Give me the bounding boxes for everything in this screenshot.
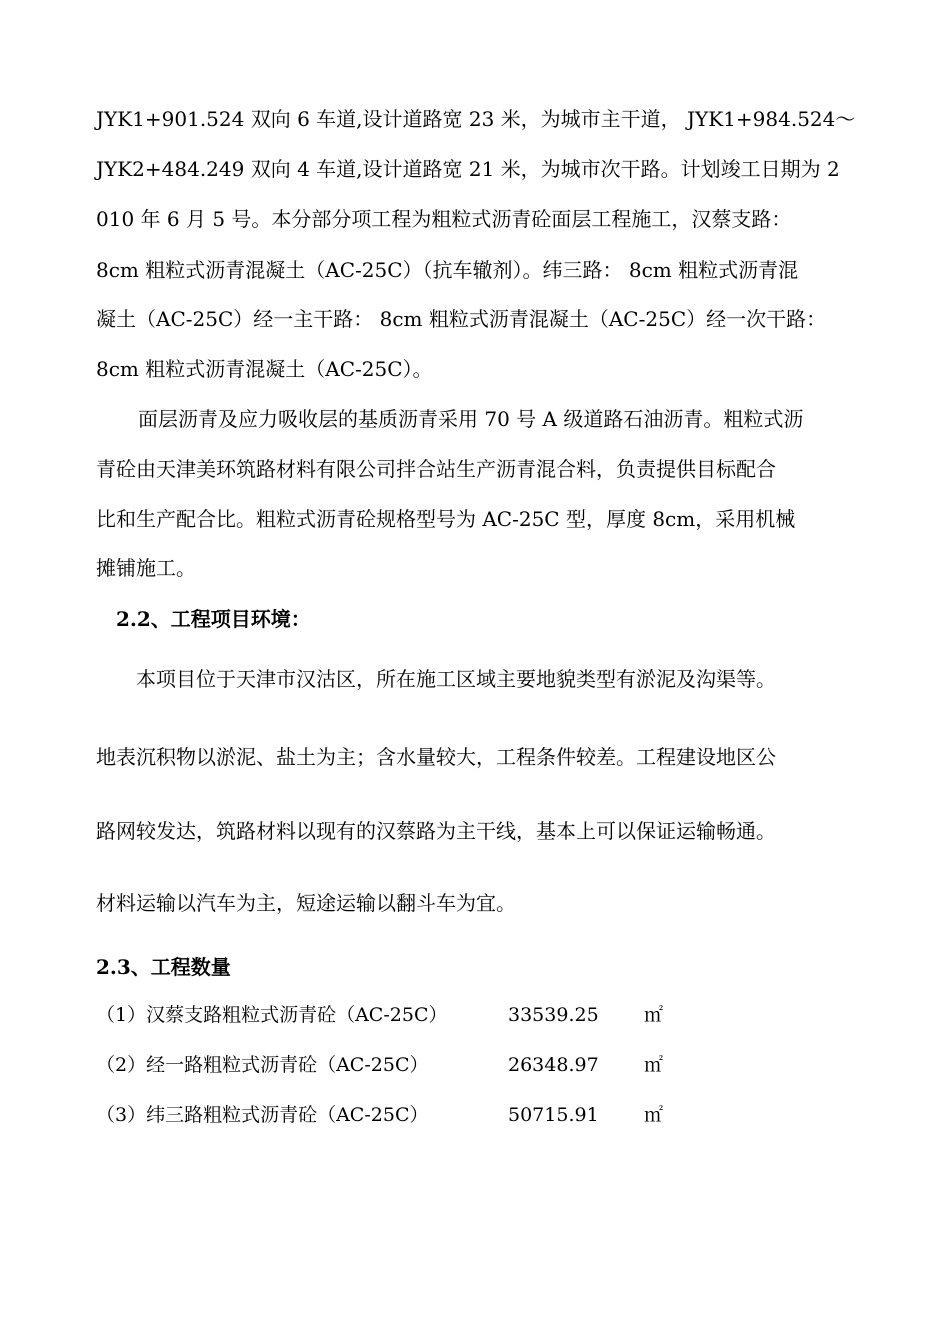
paragraph-line: 青砼由天津美环筑路材料有限公司拌合站生产沥青混合料，负责提供目标配合 <box>96 457 776 481</box>
quantity-unit: ㎡ <box>644 1004 664 1026</box>
paragraph-line: 面层沥青及应力吸收层的基质沥青采用 70 号 A 级道路石油沥青。粗粒式沥 <box>138 407 804 431</box>
paragraph-line: 比和生产配合比。粗粒式沥青砼规格型号为 AC-25C 型，厚度 8cm，采用机械 <box>96 507 796 531</box>
paragraph-line: 凝土（AC-25C）经一主干路： 8cm 粗粒式沥青混凝土（AC-25C）经一次干路： <box>96 307 827 331</box>
quantity-item-label: （1）汉蔡支路粗粒式沥青砼（AC-25C） <box>96 1004 448 1026</box>
paragraph-line: 材料运输以汽车为主，短途运输以翻斗车为宜。 <box>96 891 516 915</box>
paragraph-line: JYK2+484.249 双向 4 车道,设计道路宽 21 米，为城市次干路。计划竣工日期为 2 <box>96 157 840 181</box>
paragraph-line: JYK1+901.524 双向 6 车道,设计道路宽 23 米，为城市主干道， JYK1+984.524～ <box>96 107 856 131</box>
section-heading-2-3: 2.3、工程数量 <box>96 955 231 979</box>
paragraph-line: 010 年 6 月 5 号。本分部分项工程为粗粒式沥青砼面层工程施工，汉蔡支路： <box>96 207 792 231</box>
quantity-unit: ㎡ <box>644 1104 664 1126</box>
paragraph-line: 本项目位于天津市汉沽区，所在施工区域主要地貌类型有淤泥及沟渠等。 <box>136 667 776 691</box>
quantity-item-label: （2）经一路粗粒式沥青砼（AC-25C） <box>96 1054 429 1076</box>
paragraph-line: 摊铺施工。 <box>96 556 196 580</box>
quantity-value: 26348.97 <box>508 1054 599 1076</box>
paragraph-line: 地表沉积物以淤泥、盐土为主；含水量较大，工程条件较差。工程建设地区公 <box>96 745 776 769</box>
quantity-value: 50715.91 <box>508 1104 599 1126</box>
paragraph-line: 8cm 粗粒式沥青混凝土（AC-25C）。 <box>96 357 433 381</box>
section-heading-2-2: 2.2、工程项目环境： <box>116 607 311 631</box>
quantity-unit: ㎡ <box>644 1054 664 1076</box>
quantity-value: 33539.25 <box>508 1004 599 1026</box>
paragraph-line: 8cm 粗粒式沥青混凝土（AC-25C）（抗车辙剂）。纬三路： 8cm 粗粒式沥青混 <box>96 258 799 282</box>
quantity-item-label: （3）纬三路粗粒式沥青砼（AC-25C） <box>96 1104 429 1126</box>
paragraph-line: 路网较发达，筑路材料以现有的汉蔡路为主干线，基本上可以保证运输畅通。 <box>96 819 776 843</box>
